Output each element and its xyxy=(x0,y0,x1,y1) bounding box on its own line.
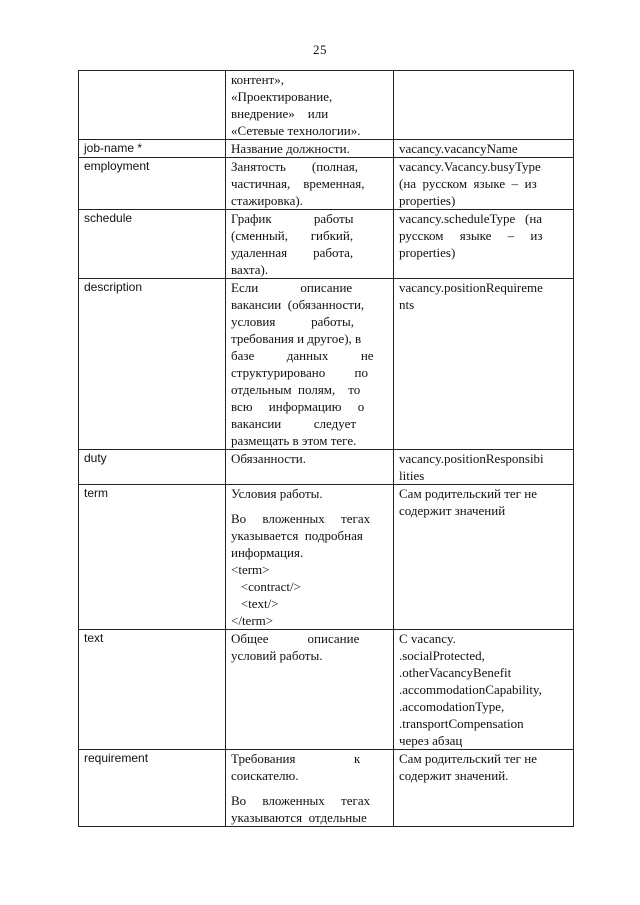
mapping-line: vacancy.positionRequireme xyxy=(399,280,543,295)
mapping-line: .transportCompensation xyxy=(399,716,524,731)
mapping-line: через абзац xyxy=(399,733,463,748)
mapping-line: vacancy.scheduleType (на xyxy=(399,211,543,226)
table-row xyxy=(79,210,574,279)
description-paragraph xyxy=(231,750,388,784)
mapping-line: vacancy.positionResponsibi xyxy=(399,451,544,466)
description-line: условий работы. xyxy=(231,648,323,663)
description-line: Требования к xyxy=(231,751,361,766)
mapping-line: vacancy.Vacancy.busyType xyxy=(399,159,541,174)
description-line: стажировка). xyxy=(231,193,303,208)
mapping-line: С vacancy. xyxy=(399,631,456,646)
description-line: отдельным полям, то xyxy=(231,382,361,397)
description-line: <contract/> xyxy=(231,579,301,594)
mapping-cell xyxy=(394,450,574,485)
mapping-cell xyxy=(394,485,574,630)
description-line: <text/> xyxy=(231,596,279,611)
mapping-line: русском языке – из xyxy=(399,228,543,243)
description-cell xyxy=(226,210,394,279)
description-line: Если описание xyxy=(231,280,353,295)
mapping-line: .accommodationCapability, xyxy=(399,682,542,697)
table-body xyxy=(79,71,574,827)
description-line: структурировано по xyxy=(231,365,368,380)
description-cell xyxy=(226,158,394,210)
tag-name-cell: schedule xyxy=(79,210,226,279)
description-cell xyxy=(226,630,394,750)
description-line: информация. xyxy=(231,545,304,560)
description-line: требования и другое), в xyxy=(231,331,362,346)
description-cell xyxy=(226,450,394,485)
description-paragraph xyxy=(231,210,388,278)
description-paragraph xyxy=(231,485,388,502)
mapping-line: properties) xyxy=(399,245,456,260)
mapping-cell xyxy=(394,140,574,158)
description-paragraph xyxy=(231,71,388,139)
mapping-line: nts xyxy=(399,297,415,312)
description-line: График работы xyxy=(231,211,354,226)
description-paragraph xyxy=(231,140,388,157)
mapping-line: vacancy.vacancyName xyxy=(399,141,518,156)
description-paragraph xyxy=(231,450,388,467)
mapping-line: (на русском языке – из xyxy=(399,176,537,191)
description-line: внедрение» или xyxy=(231,106,329,121)
description-paragraph xyxy=(231,630,388,664)
tag-name-cell: requirement xyxy=(79,750,226,827)
description-cell xyxy=(226,71,394,140)
mapping-line: содержит значений xyxy=(399,503,506,518)
description-line: базе данных не xyxy=(231,348,374,363)
mapping-cell xyxy=(394,750,574,827)
description-line: </term> xyxy=(231,613,274,628)
description-cell xyxy=(226,140,394,158)
description-line: удаленная работа, xyxy=(231,245,354,260)
description-paragraph xyxy=(231,510,388,629)
table-row xyxy=(79,630,574,750)
tag-name-cell: job-name * xyxy=(79,140,226,158)
description-cell xyxy=(226,485,394,630)
description-line: Название должности. xyxy=(231,141,350,156)
page-number: 25 xyxy=(313,42,327,57)
mapping-line: .accomodationType, xyxy=(399,699,505,714)
description-line: соискателю. xyxy=(231,768,299,783)
description-line: всю информацию о xyxy=(231,399,365,414)
mapping-cell xyxy=(394,210,574,279)
description-line: условия работы, xyxy=(231,314,354,329)
table-row xyxy=(79,450,574,485)
description-line: контент», xyxy=(231,72,284,87)
tag-name-cell: duty xyxy=(79,450,226,485)
mapping-line: .otherVacancyBenefit xyxy=(399,665,512,680)
table-row xyxy=(79,140,574,158)
table-row xyxy=(79,485,574,630)
mapping-line: .socialProtected, xyxy=(399,648,485,663)
tag-name-cell xyxy=(79,71,226,140)
description-line: указывается подробная xyxy=(231,528,363,543)
description-line: Общее описание xyxy=(231,631,360,646)
table-row xyxy=(79,71,574,140)
description-paragraph xyxy=(231,158,388,209)
description-line: (сменный, гибкий, xyxy=(231,228,354,243)
tag-name-cell: text xyxy=(79,630,226,750)
mapping-line: Сам родительский тег не xyxy=(399,751,537,766)
description-line: <term> xyxy=(231,562,270,577)
mapping-cell xyxy=(394,158,574,210)
description-line: размещать в этом теге. xyxy=(231,433,357,448)
tag-name-cell: description xyxy=(79,279,226,450)
mapping-cell xyxy=(394,71,574,140)
description-line: Обязанности. xyxy=(231,451,306,466)
tag-name-cell: term xyxy=(79,485,226,630)
description-line: вакансии следует xyxy=(231,416,357,431)
table-row xyxy=(79,750,574,827)
tag-name-cell: employment xyxy=(79,158,226,210)
description-paragraph xyxy=(231,279,388,449)
description-line: вахта). xyxy=(231,262,269,277)
table-row xyxy=(79,158,574,210)
table-row xyxy=(79,279,574,450)
description-line: указываются отдельные xyxy=(231,810,367,825)
description-line: «Проектирование, xyxy=(231,89,333,104)
mapping-cell xyxy=(394,279,574,450)
description-line: «Сетевые технологии». xyxy=(231,123,361,138)
field-mapping-table xyxy=(78,70,574,827)
description-cell xyxy=(226,750,394,827)
description-line: Во вложенных тегах xyxy=(231,511,371,526)
description-line: вакансии (обязанности, xyxy=(231,297,365,312)
mapping-line: Сам родительский тег не xyxy=(399,486,537,501)
mapping-line: properties) xyxy=(399,193,456,208)
description-line: Занятость (полная, xyxy=(231,159,358,174)
mapping-line: содержит значений. xyxy=(399,768,509,783)
description-cell xyxy=(226,279,394,450)
description-line: Во вложенных тегах xyxy=(231,793,371,808)
mapping-line: lities xyxy=(399,468,425,483)
description-line: Условия работы. xyxy=(231,486,323,501)
description-line: частичная, временная, xyxy=(231,176,365,191)
description-paragraph xyxy=(231,792,388,826)
mapping-cell xyxy=(394,630,574,750)
